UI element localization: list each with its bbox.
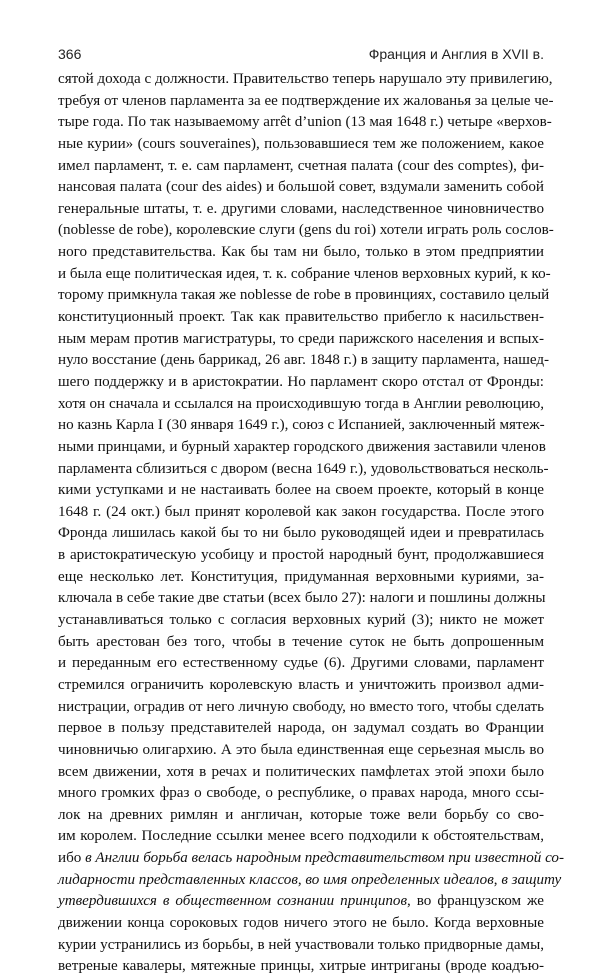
text-run: ветреные кавалеры, мятежные принцы, хитрые интриганы (вроде коадъю- [58,958,544,975]
text-run: нистрации, оградив от него личную свободу, но вместо того, чтобы сделать [58,698,544,715]
text-line [58,156,544,178]
text-line [58,459,549,481]
text-run: лок на древних римлян и англичан, которые тоже вели борьбу со сво- [58,806,544,823]
text-run: Фронда лишилась какой бы то ни было руководящей идеи и превратилась [58,525,544,542]
text-run: парламента сблизиться с двором (весна 1649 г.), удовольствоваться несколь- [58,460,549,477]
italic-text: утвердившихся в общественном сознании принципов [58,893,408,910]
text-line [58,285,550,307]
text-line [58,848,564,870]
page-number: 366 [58,46,82,62]
text-run: чиновничью олигархию. А это была единственная еще серьезная мысль во [58,741,544,758]
text-line [58,350,550,372]
text-line [58,134,544,156]
text-run: устанавливаться только с согласия верховных курий (3); никто не может [58,612,544,629]
text-run: в аристократическую усобицу и простой народный бунт, продолжавшиеся [58,547,544,564]
text-line [58,199,544,221]
text-line [58,783,544,805]
text-line [58,653,544,675]
italic-text: в защиту [501,871,562,888]
text-run: стремился ограничить королевскую власть и уничтожить произвол адми- [58,676,544,693]
italic-text: лидарности представленных классов [58,871,298,888]
text-line [58,675,544,697]
text-line [58,264,551,286]
text-run: требуя от членов парламента за ее подтверждение их жалованья за целые че- [58,92,554,109]
text-line [58,112,552,134]
text-run: много громких фраз о свободе, о республике, о правах народа, много ссы- [58,785,544,802]
text-line [58,242,544,264]
text-run: ибо [58,850,86,867]
text-run: (noblesse de robe), королевские слуги (gens du roi) хотели играть роль сослов- [58,222,554,239]
text-run: нансовая палата (cour des aides) и большой совет, вздумали заменить собой [58,179,544,196]
text-run: генеральные штаты, т. е. другими словами, наследственное чиновничество [58,200,544,217]
text-line [58,762,544,784]
text-run: ными принцами, и бурный характер городского движения заставили членов [58,438,546,455]
text-line [58,913,544,935]
text-run: но казнь Карла I (30 января 1649 г.), союз с Испанией, заключенный мятеж- [58,417,545,434]
text-line [58,437,544,459]
text-line [58,415,544,437]
text-run: , [493,871,502,888]
text-line [58,891,544,913]
text-line [58,805,544,827]
text-line [58,177,544,199]
running-title: Франция и Англия в XVII в. [368,46,544,62]
body-text [58,69,564,978]
text-run: торому примкнула такая же noblesse de robe в провинциях, составило целый [58,287,550,304]
text-line [58,632,544,654]
text-run: и была еще политическая идея, т. к. собрание членов верховных курий, к ко- [58,265,551,282]
text-line [58,610,544,632]
text-line [58,372,544,394]
text-run: 1648 г. (24 окт.) был принят королевой как закон государства. После этого [58,503,544,520]
text-line [58,502,544,524]
text-line [58,545,544,567]
text-line [58,567,544,589]
text-line [58,718,544,740]
text-line [58,220,554,242]
text-run: нуло восстание (день баррикад, 26 авг. 1848 г.) в защиту парламента, нашед- [58,352,550,369]
text-run: курии устранились из борьбы, в ней участвовали только придворные дамы, [58,936,544,953]
text-run: хотя он сначала и ссылался на происходившую тогда в Англии революцию, [58,395,544,412]
text-line [58,307,544,329]
text-line [58,956,544,978]
text-line [58,935,544,957]
text-line [58,69,553,91]
text-run: ным мерам против магистратуры, то среди парижского населения и вспых- [58,330,544,347]
text-run: и переданным его естественному судье (6). Другими словами, парламент [58,655,544,672]
text-run: тыре года. По так называемому arrêt d’union (13 мая 1648 г.) четыре «верхов- [58,114,552,131]
text-run: , во французском же [407,893,544,910]
text-run: шего поддержку и в аристократии. Но парламент скоро отстал от Фронды: [58,373,544,390]
text-run: ключала в себе такие две статьи (всех было 27): налоги и пошлины должны [58,590,546,607]
text-line [58,394,544,416]
text-run: сятой дохода с должности. Правительство теперь нарушало эту привилегию, [58,71,553,87]
page-header [58,46,544,66]
text-run: , [297,871,306,888]
text-run: движении конца сороковых годов ничего этого не было. Когда верховные [58,914,544,931]
text-run: быть арестован без того, чтобы в течение суток не быть допрошенным [58,633,544,650]
text-line [58,826,544,848]
text-run: всем движении, хотя в речах и политических памфлетах этой эпохи было [58,763,544,780]
text-line [58,523,544,545]
text-line [58,697,544,719]
text-run: конституционный проект. Так как правительство прибегло к насильствен- [58,309,544,326]
text-run: еще несколько лет. Конституция, придуманная верховными куриями, за- [58,568,544,585]
text-line [58,870,562,892]
text-run: ные курии» (cours souveraines), пользовавшиеся тем же положением, какое [58,135,544,152]
text-run: первое в пользу представителей народа, он задумал создать во Франции [58,720,544,737]
text-run: им королем. Последние ссылки менее всего подходили к обстоятельствам, [58,828,544,845]
text-run: ного представительства. Как бы там ни было, только в этом предприятии [58,244,544,261]
text-line [58,480,544,502]
text-run: кими уступками и не настаивать более на своем проекте, который в конце [58,482,544,499]
italic-text: во имя определенных идеалов [305,871,494,888]
text-run: имел парламент, т. е. сам парламент, счетная палата (cour des comptes), фи- [58,157,544,174]
text-line [58,588,544,610]
text-line [58,329,544,351]
italic-text: в Англии борьба велась народным представительством при известной со- [85,850,564,867]
text-line [58,740,544,762]
text-line [58,91,554,113]
